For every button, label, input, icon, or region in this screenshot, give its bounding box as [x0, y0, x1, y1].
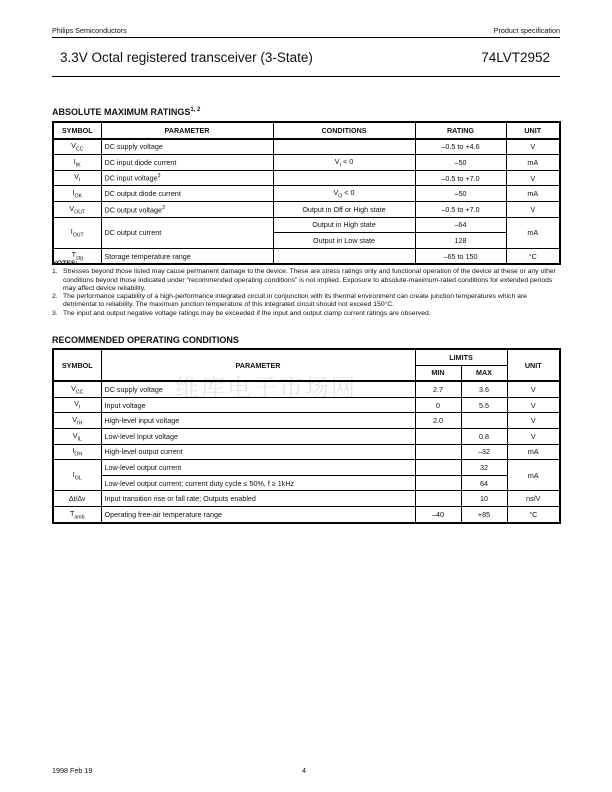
col-header-unit: UNIT	[507, 349, 560, 381]
col-header-symbol: SYMBOL	[53, 122, 101, 139]
table-row	[53, 186, 560, 202]
conditions-cell: $V_O < 0$	[273, 186, 415, 202]
unit-cell: °C	[507, 506, 560, 522]
col-header-max: MAX	[461, 365, 507, 381]
col-header-unit: UNIT	[506, 122, 560, 139]
unit-cell: V	[506, 139, 560, 155]
table-row	[53, 201, 560, 217]
conditions-cell	[273, 170, 415, 186]
notes-label: NOTES:	[52, 260, 78, 267]
unit-cell: mA	[507, 444, 560, 460]
max-cell	[461, 413, 507, 429]
symbol-cell: $V_{IH}$	[53, 413, 101, 429]
table-row	[53, 460, 560, 476]
min-cell	[415, 460, 461, 476]
max-cell: 3.6	[461, 381, 507, 397]
company-name: Philips Semiconductors	[52, 26, 127, 35]
unit-cell: V	[507, 413, 560, 429]
symbol-cell: $I_{OL}$	[53, 460, 101, 491]
parameter-cell: Storage temperature range	[101, 248, 273, 264]
rating-cell: –50	[415, 186, 506, 202]
parameter-cell: Low-level Input voltage	[101, 428, 415, 444]
unit-cell: ns/V	[507, 491, 560, 507]
parameter-cell: DC output voltage$^3$	[101, 201, 273, 217]
abs-max-title: ABSOLUTE MAXIMUM RATINGS$^{1, 2}$	[52, 107, 201, 117]
conditions-cell: Output in High state	[273, 217, 415, 233]
max-cell: –32	[461, 444, 507, 460]
symbol-cell: ∆t/∆v	[53, 491, 101, 507]
unit-cell: V	[507, 397, 560, 413]
conditions-cell: Output in Low state	[273, 233, 415, 249]
symbol-cell: $I_{IK}$	[53, 155, 101, 171]
table-row	[53, 506, 560, 522]
note-item	[52, 268, 562, 293]
rec-op-header-row	[53, 349, 560, 365]
rec-op-title: RECOMMENDED OPERATING CONDITIONS	[52, 335, 239, 345]
table-row	[53, 170, 560, 186]
header-rule-top	[52, 37, 560, 38]
col-header-parameter: PARAMETER	[101, 349, 415, 381]
symbol-cell: $I_{OUT}$	[53, 217, 101, 248]
parameter-cell: DC output diode current	[101, 186, 273, 202]
parameter-cell: High-level input voltage	[101, 413, 415, 429]
part-number: 74LVT2952	[481, 50, 550, 65]
rec-op-table	[52, 348, 561, 524]
unit-cell: mA	[507, 460, 560, 491]
table-row	[53, 428, 560, 444]
parameter-cell: DC supply voltage	[101, 381, 415, 397]
unit-cell: V	[506, 170, 560, 186]
table-row	[53, 217, 560, 233]
min-cell	[415, 475, 461, 491]
col-header-min: MIN	[415, 365, 461, 381]
header-rule-bottom	[52, 76, 560, 77]
col-header-rating: RATING	[415, 122, 506, 139]
table-row	[53, 155, 560, 171]
parameter-cell: DC input diode current	[101, 155, 273, 171]
rating-cell: –0.5 to +7.0	[415, 170, 506, 186]
unit-cell: V	[507, 381, 560, 397]
parameter-cell: DC output current	[101, 217, 273, 248]
symbol-cell: $T_{stg}$	[53, 248, 101, 264]
symbol-cell: $V_{CC}$	[53, 139, 101, 155]
page-number: 4	[302, 766, 306, 775]
max-cell: 10	[461, 491, 507, 507]
min-cell	[415, 491, 461, 507]
parameter-cell: DC input voltage$^3$	[101, 170, 273, 186]
col-header-parameter: PARAMETER	[101, 122, 273, 139]
note-item	[52, 310, 562, 318]
symbol-cell: $V_{IL}$	[53, 428, 101, 444]
unit-cell: mA	[506, 217, 560, 248]
note-number: 3.	[52, 309, 58, 317]
min-cell: 0	[415, 397, 461, 413]
conditions-cell: $V_I < 0$	[273, 155, 415, 171]
document-title: 3.3V Octal registered transceiver (3-State)	[60, 50, 313, 65]
rating-cell: –64	[415, 217, 506, 233]
note-text: The input and output negative voltage ratings may be exceeded if the input and output clamp current ratings are observed.	[63, 309, 431, 317]
note-text: Stresses beyond those listed may cause permanent damage to the device. These are stress ratings only and functional operation of the device at these or any other conditions beyond those indicated under “recommended operating conditions” is not implied. Exposure to absolute-maximum-rated conditions for extended periods may affect device reliability.	[63, 268, 556, 292]
unit-cell: mA	[506, 155, 560, 171]
note-number: 2.	[52, 293, 58, 301]
rating-cell: –0.5 to +4.6	[415, 139, 506, 155]
parameter-cell: Operating free-air temperature range	[101, 506, 415, 522]
max-cell: 5.5	[461, 397, 507, 413]
unit-cell: °C	[506, 248, 560, 264]
table-row	[53, 475, 560, 491]
unit-cell: V	[507, 428, 560, 444]
max-cell: 0.8	[461, 428, 507, 444]
rating-cell: –50	[415, 155, 506, 171]
unit-cell: mA	[506, 186, 560, 202]
parameter-cell: Low-level output current	[101, 460, 415, 476]
unit-cell: V	[506, 201, 560, 217]
col-header-limits: LIMITS	[415, 349, 507, 365]
table-row	[53, 397, 560, 413]
table-row	[53, 381, 560, 397]
min-cell	[415, 428, 461, 444]
parameter-cell: Low-level output current; current duty cycle ≤ 50%, f ≥ 1kHz	[101, 475, 415, 491]
rating-cell: 128	[415, 233, 506, 249]
note-item	[52, 293, 562, 310]
symbol-cell: $V_I$	[53, 397, 101, 413]
table-row	[53, 444, 560, 460]
note-number: 1.	[52, 268, 58, 276]
symbol-cell: $I_{OK}$	[53, 186, 101, 202]
abs-max-header-row	[53, 122, 560, 139]
note-text: The performance capability of a high-performance integrated circuit in conjunction with its thermal environment can create junction temperatures which are detrimental to reliability. The maximum junction temperature of this integrated circuit should not exceed 150°C.	[63, 293, 527, 309]
footer-date: 1998 Feb 19	[52, 766, 93, 775]
parameter-cell: Input voltage	[101, 397, 415, 413]
col-header-conditions: CONDITIONS	[273, 122, 415, 139]
min-cell: 2.0	[415, 413, 461, 429]
symbol-cell: $V_{OUT}$	[53, 201, 101, 217]
symbol-cell: $T_{amb}$	[53, 506, 101, 522]
table-row	[53, 491, 560, 507]
conditions-cell: Output in Off or High state	[273, 201, 415, 217]
min-cell: 2.7	[415, 381, 461, 397]
symbol-cell: $I_{OH}$	[53, 444, 101, 460]
table-row	[53, 139, 560, 155]
min-cell	[415, 444, 461, 460]
notes-block	[52, 260, 562, 318]
max-cell: 32	[461, 460, 507, 476]
document-type: Product specification	[493, 26, 560, 35]
abs-max-table	[52, 121, 561, 265]
parameter-cell: Input transition rise or fall rate; Outputs enabled	[101, 491, 415, 507]
max-cell: +85	[461, 506, 507, 522]
table-row	[53, 413, 560, 429]
rating-cell: –65 to 150	[415, 248, 506, 264]
rating-cell: –0.5 to +7.0	[415, 201, 506, 217]
parameter-cell: DC supply voltage	[101, 139, 273, 155]
col-header-symbol: SYMBOL	[53, 349, 101, 381]
parameter-cell: High-level output current	[101, 444, 415, 460]
max-cell: 64	[461, 475, 507, 491]
symbol-cell: $V_I$	[53, 170, 101, 186]
watermark: 维库电子市场网	[175, 374, 357, 402]
conditions-cell	[273, 139, 415, 155]
symbol-cell: $V_{CC}$	[53, 381, 101, 397]
min-cell: –40	[415, 506, 461, 522]
